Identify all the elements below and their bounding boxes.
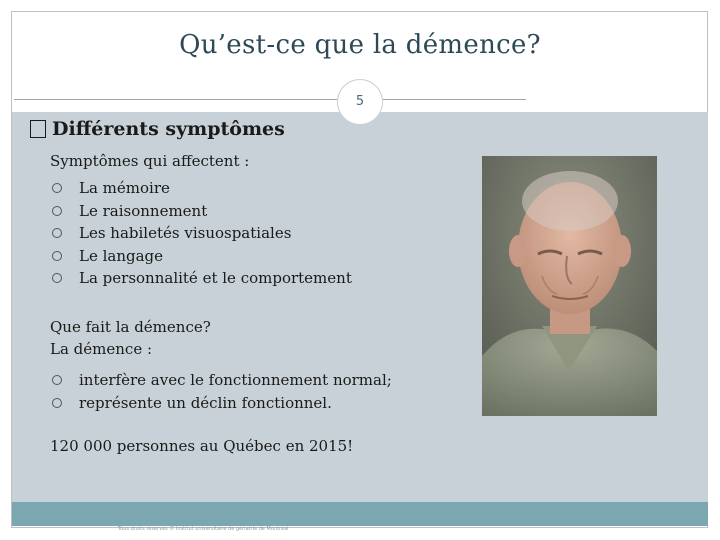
photo-illustration [482,156,657,416]
symptoms-block [50,150,352,290]
symptoms-list [50,177,352,290]
circle-bullet-icon [52,228,62,238]
circle-bullet-icon [52,251,62,261]
title-divider [14,99,526,100]
list-item: La mémoire [50,177,352,200]
dementia-intro: La démence : [50,340,153,358]
copyright-text: Tous droits réservés © Institut universitaire de gériatrie de Montréal [118,526,289,532]
circle-bullet-icon [52,206,62,216]
slide-title: Qu’est-ce que la démence? [179,30,541,60]
page-number-badge: 5 [337,79,383,125]
list-item: Les habiletés visuospatiales [50,222,352,245]
footer-bar [12,502,708,526]
checkbox-bullet-icon [30,120,46,138]
section-heading-text: Différents symptômes [52,118,285,140]
list-item: interfère avec le fonctionnement normal; [50,369,392,392]
symptoms-intro: Symptômes qui affectent : [50,152,250,170]
list-item: Le raisonnement [50,200,352,223]
effects-block [50,316,392,414]
elderly-man-photo [482,156,657,416]
circle-bullet-icon [52,398,62,408]
circle-bullet-icon [52,183,62,193]
statistic-text: 120 000 personnes au Québec en 2015! [50,437,354,455]
list-item: Le langage [50,245,352,268]
list-item: La personnalité et le comportement [50,267,352,290]
effects-list [50,369,392,414]
question-text: Que fait la démence? [50,318,211,336]
circle-bullet-icon [52,375,62,385]
circle-bullet-icon [52,273,62,283]
list-item: représente un déclin fonctionnel. [50,392,392,415]
section-heading [30,118,285,140]
